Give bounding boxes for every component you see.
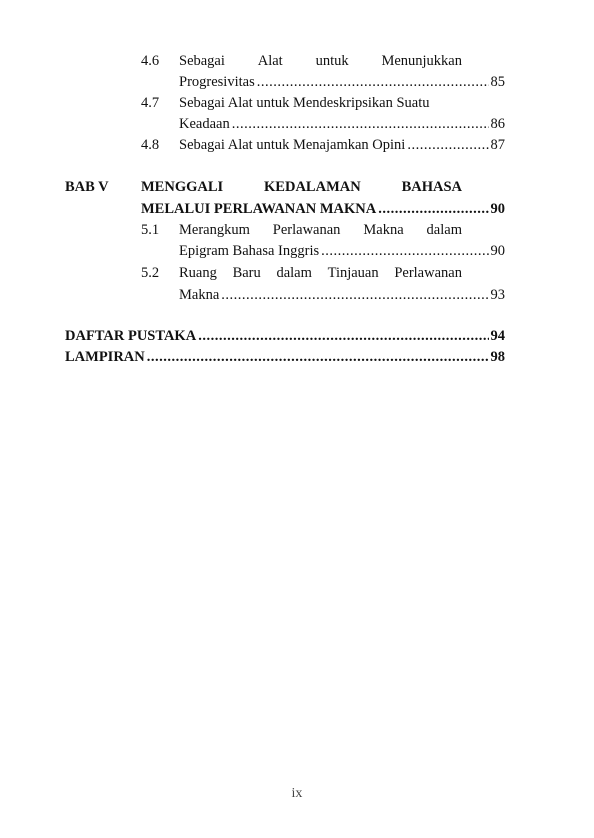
toc-page-number: 85: [490, 74, 505, 90]
toc-word: dalam: [276, 265, 312, 281]
toc-word: untuk: [315, 53, 349, 69]
section-number-5-1: 5.1: [141, 222, 160, 238]
toc-word: dalam: [426, 222, 462, 238]
section-number-4-8: 4.8: [141, 137, 160, 153]
chapter-title-bab-v-line2[interactable]: [141, 200, 505, 218]
section-number-4-7: 4.7: [141, 95, 160, 111]
toc-entry-title: Sebagai Alat untuk Menajamkan Opini: [179, 137, 406, 153]
toc-entry-title: MELALUI PERLAWANAN MAKNA: [141, 201, 377, 217]
toc-entry-title: Keadaan: [179, 116, 230, 132]
toc-word: Merangkum: [179, 222, 250, 238]
toc-word: KEDALAMAN: [264, 179, 361, 195]
toc-entry-5-1-line1: [179, 221, 462, 239]
toc-entry-4-7-line1: [179, 94, 462, 112]
dot-leader: [378, 200, 488, 218]
toc-entry-lampiran[interactable]: [65, 348, 505, 366]
dot-leader: [321, 242, 488, 260]
toc-page-number: 98: [490, 349, 505, 365]
toc-page-number: 86: [490, 116, 505, 132]
toc-page-number: 90: [490, 201, 505, 217]
dot-leader: [407, 136, 488, 154]
toc-entry-4-8[interactable]: [179, 136, 505, 154]
toc-entry-5-1-line2[interactable]: [179, 242, 505, 260]
toc-word: Menunjukkan: [381, 53, 462, 69]
toc-page-number: 94: [490, 328, 505, 344]
dot-leader: [257, 73, 489, 91]
toc-entry-title: Progresivitas: [179, 74, 255, 90]
toc-word: Tinjauan: [327, 265, 379, 281]
toc-entry-title: Makna: [179, 287, 220, 303]
toc-entry-5-2-line2[interactable]: [179, 286, 505, 304]
toc-entry-title: DAFTAR PUSTAKA: [65, 328, 197, 344]
chapter-title-bab-v-line1: [141, 178, 462, 196]
section-number-4-6: 4.6: [141, 53, 160, 69]
toc-entry-title: Epigram Bahasa Inggris: [179, 243, 320, 259]
dot-leader: [147, 348, 489, 366]
chapter-label-bab-v: BAB V: [65, 179, 109, 195]
toc-word: Baru: [232, 265, 261, 281]
toc-page-number: 90: [490, 243, 505, 259]
toc-word: Makna: [363, 222, 404, 238]
toc-entry-title: Sebagai Alat untuk Mendeskripsikan Suatu: [179, 95, 430, 111]
section-number-5-2: 5.2: [141, 265, 160, 281]
toc-word: Perlawanan: [394, 265, 462, 281]
dot-leader: [221, 286, 488, 304]
toc-entry-title: LAMPIRAN: [65, 349, 145, 365]
toc-word: BAHASA: [401, 179, 462, 195]
toc-entry-daftar-pustaka[interactable]: [65, 327, 505, 345]
toc-word: Sebagai: [179, 53, 225, 69]
toc-entry-4-6-line2[interactable]: [179, 73, 505, 91]
dot-leader: [198, 327, 488, 345]
toc-page-number: 87: [490, 137, 505, 153]
page-number: ix: [291, 786, 303, 801]
toc-word: Ruang: [179, 265, 217, 281]
dot-leader: [232, 115, 489, 133]
toc-word: Perlawanan: [272, 222, 341, 238]
toc-entry-4-7-line2[interactable]: [179, 115, 505, 133]
toc-page-number: 93: [490, 287, 505, 303]
toc-word: MENGGALI: [141, 179, 224, 195]
toc-entry-5-2-line1: [179, 264, 462, 282]
toc-entry-4-6-line1: [179, 52, 462, 70]
toc-word: Alat: [257, 53, 283, 69]
